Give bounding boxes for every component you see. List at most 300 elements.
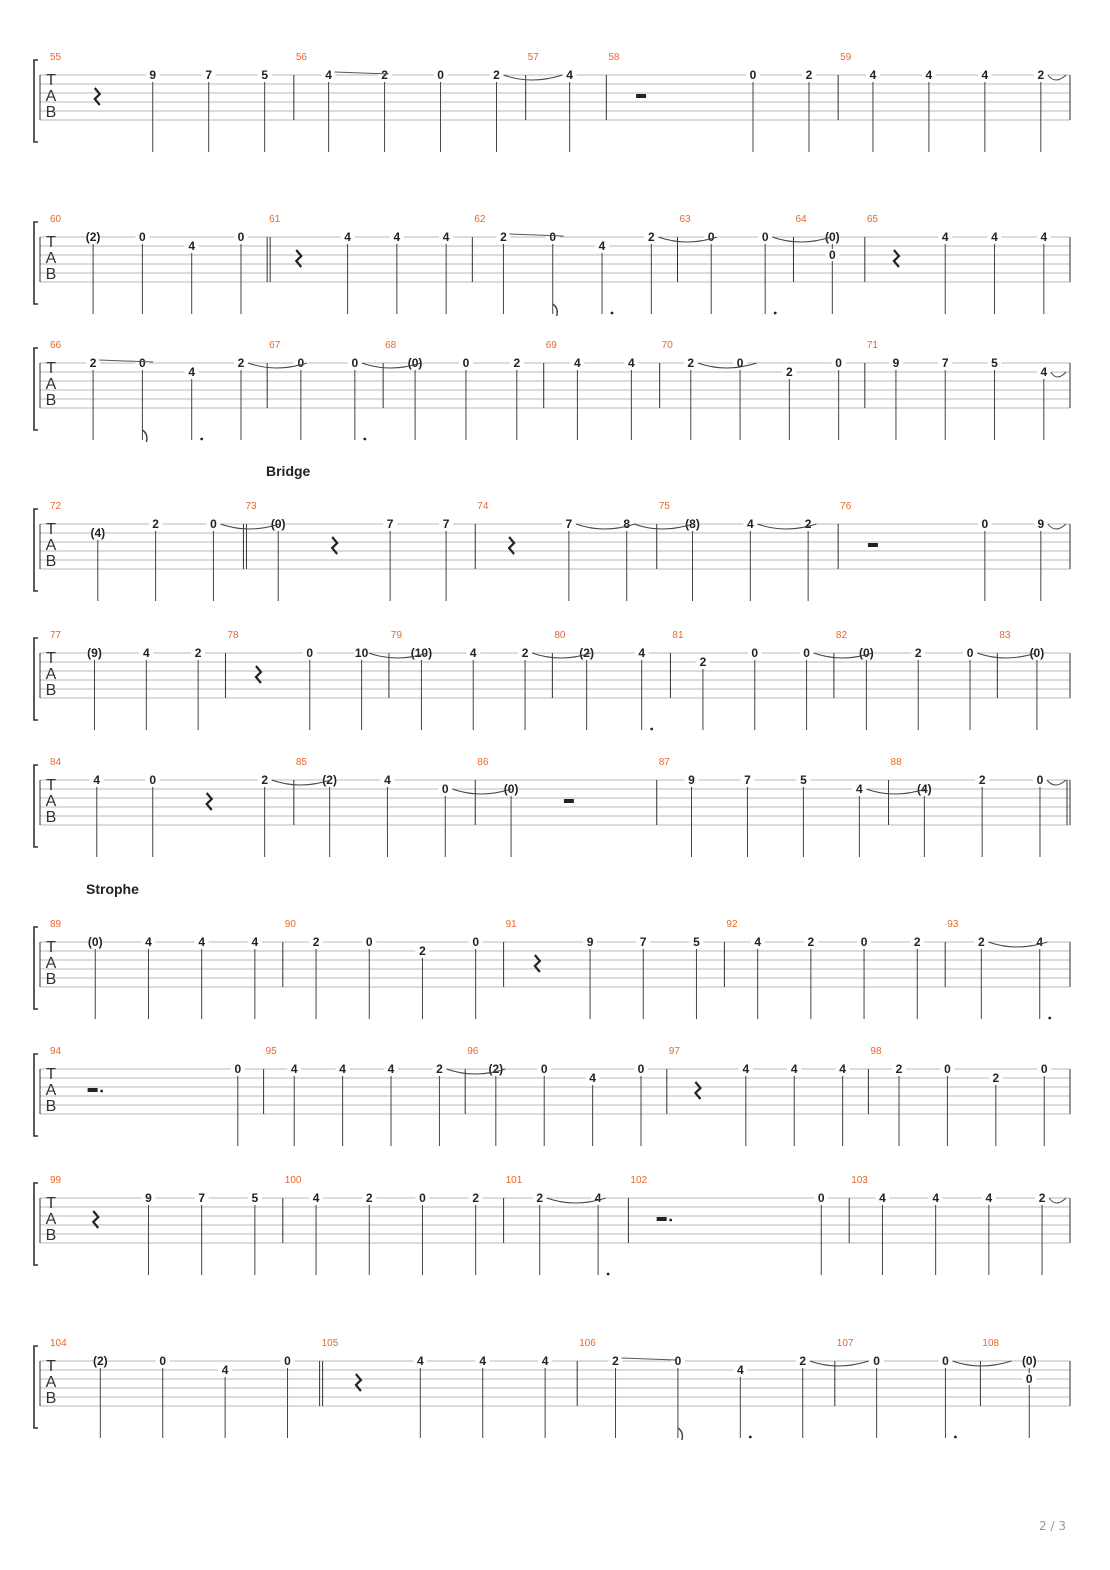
fret-number: 4: [981, 68, 989, 82]
fret-number: 2: [536, 1191, 544, 1205]
fret-number: 0: [139, 356, 146, 370]
fret-number: 0: [803, 646, 810, 660]
measure-number: 92: [726, 919, 738, 930]
fret-number: 5: [261, 68, 269, 82]
rest-dot: [100, 1090, 103, 1093]
fret-number: 0: [462, 356, 470, 370]
half-rest: [868, 543, 878, 547]
fret-number: 7: [639, 935, 647, 949]
tie-arc: [1049, 1198, 1066, 1203]
fret-number: (9): [87, 646, 102, 660]
measure-number: 94: [50, 1046, 62, 1057]
measure-number: 59: [840, 52, 852, 63]
tab-clef-letter: B: [45, 971, 57, 988]
fret-number: 0: [1036, 773, 1044, 787]
rhythm-dot: [611, 312, 614, 315]
fret-number: 10: [354, 646, 369, 660]
fret-number: 0: [707, 230, 715, 244]
tie-arc: [503, 75, 562, 80]
fret-number: 7: [744, 773, 751, 787]
staff-system: [34, 1338, 1070, 1440]
tab-clef-letter: T: [46, 1066, 56, 1083]
tie-arc: [772, 237, 831, 242]
tab-clef-letter: A: [45, 88, 57, 105]
fret-number: 0: [159, 1354, 167, 1368]
fret-number: 0: [860, 935, 868, 949]
tie-arc: [1051, 372, 1066, 377]
fret-number: 4: [416, 1354, 424, 1368]
fret-number: 4: [932, 1191, 940, 1205]
fret-number: 2: [992, 1071, 1000, 1085]
fret-number: 0: [149, 773, 157, 787]
system-bracket: [34, 222, 38, 304]
staff-system: [34, 214, 1070, 316]
fret-number: 7: [565, 517, 573, 531]
measure-number: 61: [269, 214, 281, 225]
half-rest: [657, 1217, 667, 1221]
measure-number: 69: [545, 340, 557, 351]
measure-number: 86: [477, 757, 489, 768]
measure-number: 72: [50, 501, 62, 512]
fret-number: 2: [89, 356, 97, 370]
tie-arc: [977, 653, 1036, 658]
fret-number: 2: [804, 517, 812, 531]
tie-arc: [810, 1361, 869, 1366]
measure: [472, 214, 658, 316]
measure-number: 79: [390, 630, 403, 641]
tab-clef-letter: T: [46, 777, 56, 794]
fret-number: 4: [566, 68, 573, 82]
rhythm-dot: [1048, 1017, 1051, 1020]
rhythm-dot: [749, 1436, 752, 1439]
tab-clef-letter: B: [45, 1390, 57, 1407]
fret-number: 4: [742, 1062, 750, 1076]
measure-number: 68: [385, 340, 397, 351]
measure-number: 93: [947, 919, 959, 930]
fret-number: 0: [437, 68, 444, 82]
page-number: 2 / 3: [1039, 1519, 1066, 1533]
tie-arc: [634, 524, 693, 529]
tab-clef-letter: B: [45, 104, 57, 121]
fret-number: 2: [647, 230, 655, 244]
measure-number: 55: [50, 52, 62, 63]
measure-number: 97: [668, 1046, 680, 1057]
fret-number: 0: [139, 230, 146, 244]
fret-number: 0: [549, 230, 557, 244]
fret-number: 7: [205, 68, 213, 82]
fret-number: 0: [751, 646, 759, 660]
fret-number: 4: [387, 1062, 395, 1076]
fret-number: 2: [687, 356, 695, 370]
fret-number: 2: [312, 935, 320, 949]
fret-number: 2: [612, 1354, 619, 1368]
staff-system: [34, 52, 1070, 152]
fret-number: 4: [598, 239, 606, 253]
system-bracket: [34, 638, 38, 720]
measure-number: 70: [661, 340, 673, 351]
fret-number: 9: [688, 773, 695, 787]
measure-number: 101: [505, 1175, 523, 1186]
fret-number: 4: [188, 365, 196, 379]
fret-number: (4): [917, 782, 932, 796]
fret-number: 2: [1037, 68, 1045, 82]
measure-number: 99: [50, 1175, 62, 1186]
fret-number: 0: [835, 356, 842, 370]
measure-number: 87: [658, 757, 670, 768]
fret-number: 0: [1040, 1062, 1048, 1076]
measure-number: 82: [835, 630, 848, 641]
fret-number: 2: [978, 773, 986, 787]
tie-arc: [452, 789, 511, 794]
fret-number: 2: [913, 935, 921, 949]
fret-number: 7: [198, 1191, 206, 1205]
tab-clef-letter: A: [45, 666, 57, 683]
rhythm-dot: [774, 312, 777, 315]
fret-number: 4: [325, 68, 332, 82]
measure: [577, 1338, 810, 1440]
fret-number: 4: [628, 356, 635, 370]
fret-number: 2: [365, 1191, 373, 1205]
measure-number: 106: [579, 1338, 596, 1349]
measure-number: 91: [505, 919, 517, 930]
fret-number: 4: [393, 230, 401, 244]
tab-clef-letter: A: [45, 537, 57, 554]
fret-number: 2: [436, 1062, 443, 1076]
tab-clef-letter: A: [45, 793, 57, 810]
fret-number: 9: [1037, 517, 1045, 531]
fret-number: (0): [1029, 646, 1045, 660]
fret-number: 0: [441, 782, 449, 796]
tie-arc: [1048, 75, 1066, 80]
section-heading: Bridge: [266, 463, 311, 479]
fret-number: 0: [540, 1062, 548, 1076]
tab-clef-letter: A: [45, 1211, 57, 1228]
fret-number: 7: [442, 517, 450, 531]
fret-number: 2: [152, 517, 159, 531]
fret-number: 4: [312, 1191, 320, 1205]
section-heading: Strophe: [86, 881, 139, 897]
measure-number: 65: [866, 214, 878, 225]
fret-number: 4: [754, 935, 762, 949]
fret-number: 0: [749, 68, 757, 82]
fret-number: 0: [981, 517, 989, 531]
fret-number: 7: [386, 517, 394, 531]
fret-number: (0): [824, 230, 840, 244]
measure-number: 63: [679, 214, 691, 225]
fret-number: (2): [579, 646, 594, 660]
measure-number: 80: [554, 630, 566, 641]
half-rest: [564, 799, 574, 803]
fret-number: 7: [941, 356, 949, 370]
staff-system: [34, 1175, 1070, 1275]
measure-number: 74: [477, 501, 489, 512]
system-bracket: [34, 1346, 38, 1428]
tab-clef-letter: T: [46, 234, 56, 251]
rhythm-dot: [607, 1273, 610, 1276]
fret-number: 2: [805, 68, 813, 82]
fret-number: 4: [790, 1062, 798, 1076]
fret-number: 4: [442, 230, 450, 244]
fret-number: 2: [799, 1354, 807, 1368]
fret-number: 9: [149, 68, 157, 82]
fret-number: 4: [985, 1191, 993, 1205]
note-flag: [142, 430, 147, 442]
measure: [50, 340, 248, 442]
fret-number: 0: [284, 1354, 291, 1368]
system-bracket: [34, 509, 38, 591]
measure-number: 60: [50, 214, 62, 225]
fret-number: 2: [699, 655, 707, 669]
fret-number: 0: [674, 1354, 682, 1368]
half-rest: [636, 94, 646, 98]
tab-clef-letter: A: [45, 1082, 57, 1099]
tab-clef-letter: A: [45, 250, 57, 267]
tab-clef-letter: B: [45, 553, 57, 570]
fret-number: 2: [521, 646, 529, 660]
system-bracket: [34, 1183, 38, 1265]
measure-number: 62: [474, 214, 486, 225]
fret-number: 4: [93, 773, 101, 787]
fret-number: (2): [92, 1354, 108, 1368]
fret-number: 9: [586, 935, 594, 949]
measure-number: 71: [866, 340, 878, 351]
tab-clef-letter: T: [46, 360, 56, 377]
measure-number: 104: [50, 1338, 67, 1349]
fret-number: 0: [351, 356, 359, 370]
rhythm-dot: [200, 438, 203, 441]
fret-number: (0): [503, 782, 519, 796]
tab-clef-letter: A: [45, 376, 57, 393]
measure-number: 88: [890, 757, 902, 768]
tab-clef-letter: B: [45, 266, 57, 283]
staff-system: [34, 463, 1070, 601]
fret-number: 0: [966, 646, 974, 660]
note-flag: [553, 304, 558, 316]
measure-number: 64: [795, 214, 807, 225]
rhythm-dot: [650, 728, 653, 731]
fret-number: 2: [237, 356, 245, 370]
fret-number: 4: [469, 646, 477, 660]
fret-number: 9: [892, 356, 900, 370]
fret-number: 4: [746, 517, 754, 531]
fret-number: 0: [817, 1191, 825, 1205]
tab-clef-letter: B: [45, 1227, 57, 1244]
measure-number: 57: [527, 52, 539, 63]
tab-clef-letter: T: [46, 939, 56, 956]
fret-number: 0: [237, 230, 245, 244]
measure-number: 98: [870, 1046, 882, 1057]
system-bracket: [34, 348, 38, 430]
measure-number: 89: [50, 919, 62, 930]
slide-line: [622, 1358, 676, 1360]
fret-number: 0: [873, 1354, 880, 1368]
fret-number: (10): [410, 646, 433, 660]
rhythm-dot: [954, 1436, 957, 1439]
fret-number: (0): [407, 356, 423, 370]
fret-number: 2: [977, 935, 985, 949]
fret-number: (0): [859, 646, 874, 660]
staff-system: [34, 340, 1070, 442]
measure-number: 85: [295, 757, 307, 768]
fret-number: (4): [90, 526, 106, 540]
fret-number: 0: [1025, 1372, 1033, 1386]
measure-number: 95: [265, 1046, 277, 1057]
fret-number: 2: [261, 773, 269, 787]
fret-number: 5: [800, 773, 807, 787]
fret-number: 0: [419, 1191, 426, 1205]
fret-number: 4: [479, 1354, 487, 1368]
fret-number: 0: [210, 517, 217, 531]
fret-number: 4: [736, 1363, 744, 1377]
measure-number: 56: [295, 52, 307, 63]
fret-number: 9: [145, 1191, 152, 1205]
fret-number: 4: [589, 1071, 596, 1085]
fret-number: 0: [234, 1062, 242, 1076]
tab-clef-letter: B: [45, 809, 57, 826]
fret-number: (2): [488, 1062, 504, 1076]
fret-number: 4: [145, 935, 152, 949]
fret-number: 2: [493, 68, 500, 82]
measure-number: 66: [50, 340, 62, 351]
fret-number: 4: [941, 230, 949, 244]
fret-number: 4: [188, 239, 196, 253]
fret-number: 0: [637, 1062, 645, 1076]
fret-number: 5: [693, 935, 700, 949]
fret-number: 0: [306, 646, 314, 660]
tab-clef-letter: A: [45, 1374, 57, 1391]
system-bracket: [34, 1054, 38, 1136]
measure-number: 90: [284, 919, 296, 930]
measure-number: 58: [608, 52, 620, 63]
tab-clef-letter: B: [45, 1098, 57, 1115]
fret-number: 4: [221, 1363, 229, 1377]
fret-number: 0: [761, 230, 769, 244]
fret-number: 0: [944, 1062, 951, 1076]
rest-dot: [669, 1219, 672, 1222]
tie-arc: [1048, 524, 1066, 529]
measure-number: 67: [269, 340, 281, 351]
fret-number: 2: [895, 1062, 903, 1076]
fret-number: (0): [270, 517, 286, 531]
system-bracket: [34, 927, 38, 1009]
rhythm-dot: [363, 438, 366, 441]
fret-number: 4: [1040, 230, 1048, 244]
fret-number: 4: [638, 646, 646, 660]
tie-arc: [1047, 780, 1066, 785]
fret-number: 5: [991, 356, 998, 370]
measure-number: 96: [467, 1046, 479, 1057]
system-bracket: [34, 765, 38, 847]
measure-number: 100: [284, 1175, 302, 1186]
fret-number: 2: [1038, 1191, 1046, 1205]
system-bracket: [34, 60, 38, 142]
fret-number: 2: [807, 935, 815, 949]
fret-number: 4: [869, 68, 877, 82]
fret-number: (8): [685, 517, 700, 531]
fret-number: 4: [574, 356, 581, 370]
fret-number: 4: [142, 646, 150, 660]
fret-number: 4: [344, 230, 351, 244]
fret-number: 4: [879, 1191, 886, 1205]
fret-number: 4: [1040, 365, 1048, 379]
fret-number: 4: [925, 68, 933, 82]
fret-number: 4: [251, 935, 259, 949]
tab-clef-letter: B: [45, 682, 57, 699]
measure-number: 76: [840, 501, 852, 512]
tab-clef-letter: T: [46, 72, 56, 89]
fret-number: 5: [251, 1191, 259, 1205]
fret-number: 0: [297, 356, 305, 370]
fret-number: 4: [339, 1062, 346, 1076]
half-rest: [88, 1088, 98, 1092]
fret-number: 0: [365, 935, 373, 949]
fret-number: 4: [290, 1062, 298, 1076]
measure-number: 107: [836, 1338, 854, 1349]
fret-number: 4: [1036, 935, 1044, 949]
measure-number: 102: [630, 1175, 648, 1186]
fret-number: 2: [472, 1191, 480, 1205]
fret-number: 4: [839, 1062, 846, 1076]
fret-number: 2: [786, 365, 793, 379]
tab-clef-letter: A: [45, 955, 57, 972]
tab-clef-letter: T: [46, 1195, 56, 1212]
fret-number: 4: [856, 782, 863, 796]
tab-clef-letter: B: [45, 392, 57, 409]
fret-number: 2: [419, 944, 426, 958]
measure-number: 103: [851, 1175, 868, 1186]
fret-number: (0): [1021, 1354, 1037, 1368]
fret-number: (2): [85, 230, 101, 244]
fret-number: 8: [623, 517, 631, 531]
measure-number: 81: [672, 630, 684, 641]
fret-number: 2: [194, 646, 202, 660]
staff-system: [34, 1046, 1070, 1146]
measure-number: 83: [999, 630, 1011, 641]
fret-number: 2: [381, 68, 388, 82]
tab-clef-letter: T: [46, 521, 56, 538]
measure-number: 77: [50, 630, 62, 641]
fret-number: 2: [513, 356, 521, 370]
measure-number: 105: [321, 1338, 339, 1349]
fret-number: 4: [594, 1191, 602, 1205]
fret-number: (0): [87, 935, 103, 949]
measure-number: 108: [982, 1338, 1000, 1349]
fret-number: 2: [500, 230, 507, 244]
tie-arc: [952, 1361, 1011, 1366]
tie-arc: [698, 363, 757, 368]
fret-number: 4: [198, 935, 206, 949]
staff-system: [34, 757, 1070, 857]
fret-number: (2): [322, 773, 337, 787]
tab-clef-letter: T: [46, 650, 56, 667]
fret-number: 4: [991, 230, 998, 244]
fret-number: 2: [914, 646, 922, 660]
measure-number: 84: [50, 757, 62, 768]
fret-number: 0: [828, 248, 836, 262]
measure-number: 73: [245, 501, 257, 512]
fret-number: 0: [942, 1354, 949, 1368]
note-flag: [678, 1428, 683, 1440]
fret-number: 0: [472, 935, 480, 949]
staff-system: [34, 630, 1070, 730]
staff-system: [34, 881, 1070, 1019]
tab-clef-letter: T: [46, 1358, 56, 1375]
fret-number: 4: [541, 1354, 549, 1368]
measure-number: 78: [227, 630, 239, 641]
fret-number: 0: [736, 356, 744, 370]
measure-number: 75: [658, 501, 670, 512]
fret-number: 4: [384, 773, 391, 787]
